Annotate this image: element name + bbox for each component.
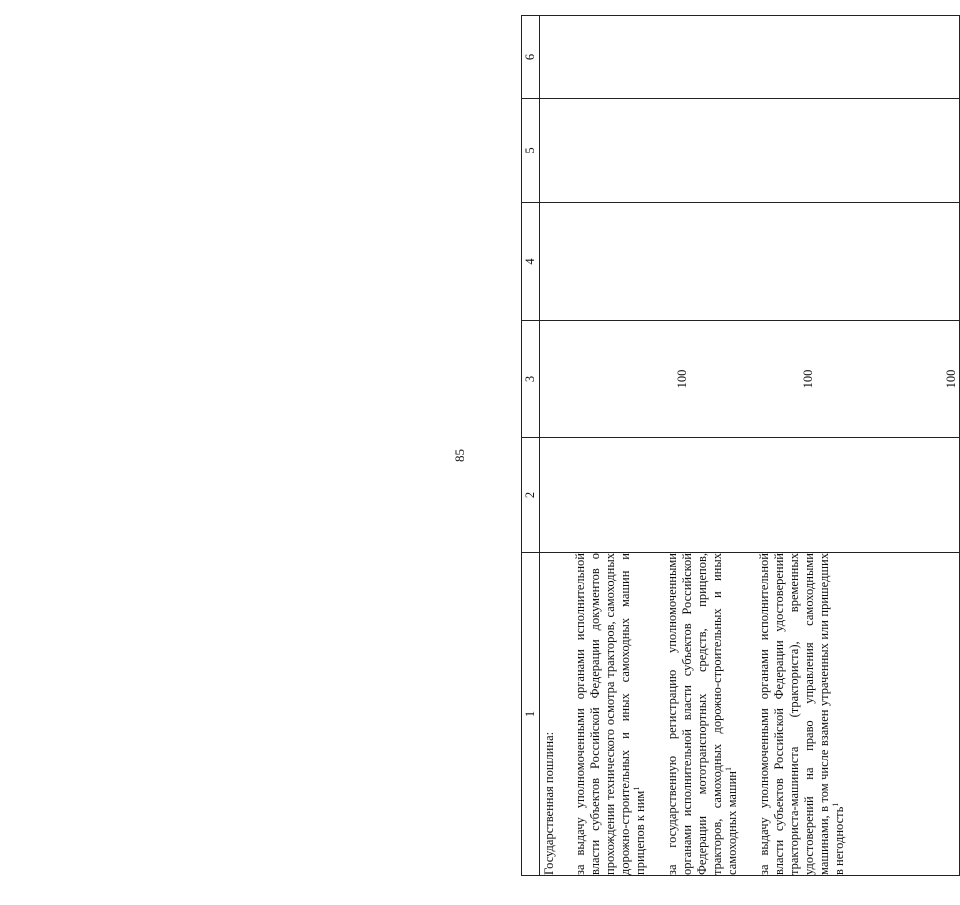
- column-header: 4: [522, 203, 540, 321]
- column-6-cell: [540, 16, 960, 99]
- column-header: 6: [522, 16, 540, 99]
- description-cell: [540, 553, 960, 876]
- amount-value: 100: [675, 369, 689, 389]
- table-row: [540, 16, 960, 876]
- budget-table: [521, 15, 960, 876]
- page-number: 85: [452, 449, 467, 462]
- column-header: 3: [522, 321, 540, 438]
- column-4-cell: [540, 203, 960, 321]
- list-item: [573, 553, 648, 875]
- column-header: 2: [522, 438, 540, 553]
- table-header-row: [522, 16, 540, 876]
- column-5-cell: [540, 99, 960, 203]
- list-item: [757, 553, 847, 875]
- footnote-mark: 1: [632, 786, 641, 791]
- item-text: за государственную регистрацию уполномоченными органами исполнительной власти субъектов Российской Федерации мототранспортных средств, прицепов, тракторов, самоходных дорожно-строительных и иных самоходных машин: [665, 553, 739, 875]
- amount-value: 100: [944, 369, 958, 389]
- item-text: за выдачу уполномоченными органами исполнительной власти субъектов Российской Федерации удостоверений тракториста-машиниста (тракториста), временных удостоверений на право управления самоходными машинами, в том числе взамен утраченных или пришедших в негодность: [757, 553, 846, 875]
- footnote-mark: 1: [724, 767, 733, 772]
- column-3-cell: [540, 321, 960, 438]
- section-title: Государственная пошлина:: [542, 731, 556, 875]
- item-text: за выдачу уполномоченными органами исполнительной власти субъектов Российской Федерации документов о прохождении технического осмотра тракторов, самоходных дорожно-строительных и иных самоходных машин и прицепов к ним: [573, 553, 647, 875]
- column-header: 5: [522, 99, 540, 203]
- amount-value: 100: [801, 369, 815, 389]
- footnote-mark: 1: [831, 802, 840, 807]
- column-2-cell: [540, 438, 960, 553]
- list-item: [665, 553, 740, 875]
- column-header: 1: [522, 553, 540, 876]
